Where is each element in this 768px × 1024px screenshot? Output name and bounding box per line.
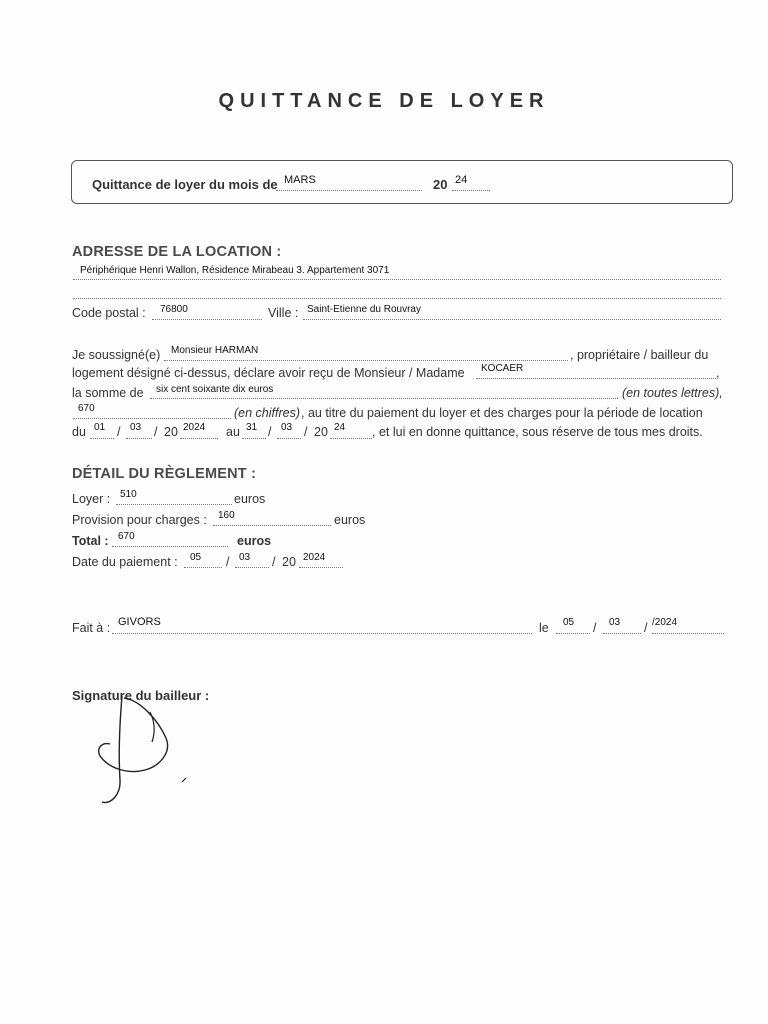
logement-text: logement désigné ci-dessus, déclare avoir reçu de Monsieur / Madame	[72, 366, 465, 380]
pay-year-prefix: 20	[282, 555, 296, 569]
slash: /	[154, 425, 158, 439]
tenant-name: KOCAER	[481, 363, 524, 374]
je-soussigne-label: Je soussigné(e)	[72, 348, 161, 362]
charges-value: 160	[218, 510, 235, 521]
to-month: 03	[281, 422, 293, 433]
slash: /	[304, 425, 308, 439]
pay-day: 05	[190, 552, 202, 563]
pay-month: 03	[239, 552, 251, 563]
somme-label: la somme de	[72, 386, 144, 400]
slash: /	[272, 555, 276, 569]
date-paiement-label: Date du paiement :	[72, 555, 178, 569]
to-day: 31	[246, 422, 258, 433]
amount-digits: 670	[78, 403, 95, 414]
postal-label: Code postal :	[72, 306, 146, 320]
postal-value: 76800	[160, 304, 188, 315]
slash: /	[593, 621, 597, 635]
fait-label: Fait à :	[72, 621, 111, 635]
total-euros: euros	[237, 534, 272, 548]
total-value: 670	[118, 531, 135, 542]
au-titre-text: , au titre du paiement du loyer et des charges pour la période de location	[301, 406, 703, 420]
landlord-name: Monsieur HARMAN	[171, 345, 259, 356]
slash: /	[268, 425, 272, 439]
slash: /	[644, 621, 648, 635]
quittance-text: , et lui en donne quittance, sous réserve de tous mes droits.	[372, 425, 703, 439]
address-value: Périphérique Henri Wallon, Résidence Mirabeau 3. Appartement 3071	[80, 265, 390, 276]
fait-month: 03	[609, 617, 621, 628]
pay-year: 2024	[303, 552, 326, 563]
loyer-value: 510	[120, 489, 137, 500]
address-heading: ADRESSE DE LA LOCATION :	[72, 244, 282, 260]
place-value: GIVORS	[118, 616, 161, 628]
from-year-prefix: 20	[164, 425, 178, 439]
du-label: du	[72, 425, 86, 439]
from-year: 2024	[183, 422, 206, 433]
document-title: QUITTANCE DE LOYER	[218, 90, 550, 112]
to-year: 24	[334, 422, 346, 433]
en-lettres-text: (en toutes lettres),	[622, 386, 723, 400]
proprietaire-text: , propriétaire / bailleur du	[570, 348, 709, 362]
comma: ,	[716, 366, 720, 380]
amount-digits-field[interactable]	[73, 406, 231, 419]
month-label: Quittance de loyer du mois de	[92, 177, 278, 192]
au-label: au	[226, 425, 240, 439]
address-line-2[interactable]	[73, 286, 721, 299]
year-value: 24	[455, 174, 468, 186]
from-day: 01	[94, 422, 106, 433]
charges-euros: euros	[334, 513, 366, 527]
from-month: 03	[130, 422, 142, 433]
signature-label: Signature du bailleur :	[72, 688, 210, 703]
city-value: Saint-Etienne du Rouvray	[307, 304, 421, 315]
month-value: MARS	[284, 174, 316, 186]
year-prefix: 20	[433, 177, 448, 192]
slash: /	[117, 425, 121, 439]
city-label: Ville :	[268, 306, 299, 320]
le-label: le	[539, 621, 549, 635]
signature-drawing	[90, 690, 200, 810]
charges-label: Provision pour charges :	[72, 513, 207, 527]
amount-words: six cent soixante dix euros	[156, 384, 274, 395]
en-chiffres-text: (en chiffres)	[234, 406, 300, 420]
to-year-prefix: 20	[314, 425, 328, 439]
loyer-euros: euros	[234, 492, 266, 506]
place-field[interactable]	[112, 621, 532, 634]
loyer-label: Loyer :	[72, 492, 111, 506]
fait-year: /2024	[652, 617, 678, 628]
slash: /	[226, 555, 230, 569]
fait-day: 05	[563, 617, 575, 628]
reglement-heading: DÉTAIL DU RÈGLEMENT :	[72, 466, 257, 482]
total-label: Total :	[72, 534, 109, 548]
